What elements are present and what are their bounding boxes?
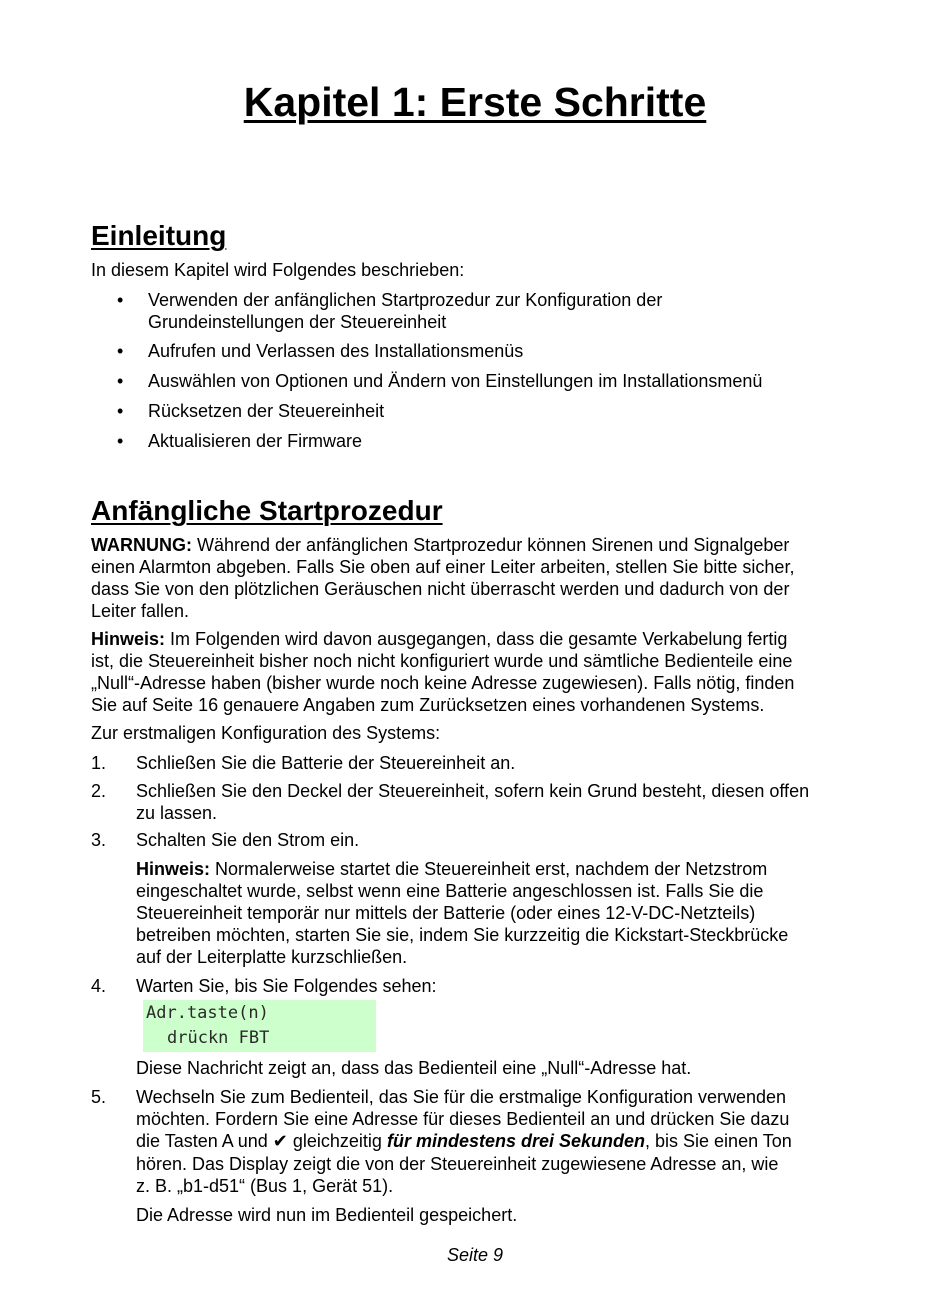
note-line-2: ist, die Steuereinheit bisher noch nicht konfiguriert wurde und sämtliche Bedienteile eine	[91, 651, 793, 671]
step-5-line-3	[136, 1130, 861, 1153]
step-3-text: Schalten Sie den Strom ein.	[136, 830, 360, 850]
step-4-text: Warten Sie, bis Sie Folgendes sehen:	[136, 976, 437, 996]
note-label: Hinweis:	[91, 629, 166, 649]
page-number: Seite 9	[446, 1245, 504, 1265]
step-5-line-2: möchten. Fordern Sie eine Adresse für dieses Bedienteil an und drücken Sie dazu	[136, 1109, 790, 1129]
step-5-number: 5.	[91, 1087, 107, 1107]
warning-line-1: Während der anfänglichen Startprozedur können Sirenen und Signalgeber	[192, 535, 790, 555]
step-3-note-line-5: auf der Leiterplatte kurzschließen.	[136, 947, 408, 967]
chapter-title: Kapitel 1: Erste Schritte	[243, 79, 707, 125]
step-5-line-5: z. B. „b1-d51“ (Bus 1, Gerät 51).	[136, 1176, 394, 1196]
step-5-emphasis: für mindestens drei Sekunden	[386, 1131, 646, 1151]
note-paragraph	[91, 628, 866, 716]
step-5-line-4: hören. Das Display zeigt die von der Steuereinheit zugewiesene Adresse an, wie	[136, 1154, 779, 1174]
step-5-line-3-part-a: die Tasten A und	[136, 1131, 273, 1151]
step-5-line-1: Wechseln Sie zum Bedienteil, das Sie für die erstmalige Konfiguration verwenden	[136, 1087, 787, 1107]
intro-heading: Einleitung	[91, 220, 227, 251]
step-5-line-3-part-b: gleichzeitig	[287, 1131, 387, 1151]
step-5-line-3-part-c: , bis Sie einen Ton	[645, 1131, 792, 1151]
lcd-display	[143, 1000, 376, 1052]
steps-intro: Zur erstmaligen Konfiguration des Systems:	[91, 723, 441, 743]
step-3-note-line-1: Normalerweise startet die Steuereinheit erst, nachdem der Netzstrom	[210, 859, 768, 879]
step-2-line-2: zu lassen.	[136, 803, 218, 823]
step-2-text	[136, 780, 861, 824]
bullet-item-1-line-1: Verwenden der anfänglichen Startprozedur zur Konfiguration der	[148, 290, 663, 310]
bullet-item-1-line-2: Grundeinstellungen der Steuereinheit	[148, 312, 447, 332]
step-2-line-1: Schließen Sie den Deckel der Steuereinheit, sofern kein Grund besteht, diesen offen	[136, 781, 810, 801]
bullet-marker: •	[117, 341, 124, 361]
bullet-item-2: Aufrufen und Verlassen des Installationsmenüs	[148, 341, 524, 361]
step-2-number: 2.	[91, 781, 107, 801]
step-1-number: 1.	[91, 753, 107, 773]
warning-line-4: Leiter fallen.	[91, 601, 190, 621]
lcd-line-1: Adr.taste(n)	[146, 1003, 269, 1023]
warning-label: WARNUNG:	[91, 535, 192, 555]
step-3-number: 3.	[91, 830, 107, 850]
note-line-4: Sie auf Seite 16 genauere Angaben zum Zurücksetzen eines vorhandenen Systems.	[91, 695, 765, 715]
step-4-after: Diese Nachricht zeigt an, dass das Bedienteil eine „Null“-Adresse hat.	[136, 1058, 692, 1078]
bullet-marker: •	[117, 290, 124, 310]
bullet-item-3: Auswählen von Optionen und Ändern von Einstellungen im Installationsmenü	[148, 371, 763, 391]
bullet-marker: •	[117, 401, 124, 421]
step-1-text: Schließen Sie die Batterie der Steuereinheit an.	[136, 753, 516, 773]
step-3-note-label: Hinweis:	[136, 859, 211, 879]
bullet-item-4: Rücksetzen der Steuereinheit	[148, 401, 385, 421]
bullet-item-5: Aktualisieren der Firmware	[148, 431, 363, 451]
intro-lead: In diesem Kapitel wird Folgendes beschrieben:	[91, 260, 465, 280]
note-line-3: „Null“-Adresse haben (bisher wurde noch keine Adresse zugewiesen). Falls nötig, finden	[91, 673, 795, 693]
step-5-text	[136, 1086, 861, 1197]
warning-line-2: einen Alarmton abgeben. Falls Sie oben auf einer Leiter arbeiten, stellen Sie bitte sicher,	[91, 557, 795, 577]
warning-line-3: dass Sie von den plötzlichen Geräuschen nicht überrascht werden und dadurch von der	[91, 579, 790, 599]
warning-paragraph	[91, 534, 866, 622]
step-4-number: 4.	[91, 976, 107, 996]
step-3-note-line-2: eingeschaltet wurde, selbst wenn eine Batterie angeschlossen ist. Falls Sie die	[136, 881, 764, 901]
startup-heading: Anfängliche Startprozedur	[91, 495, 443, 526]
bullet-item-1	[148, 289, 848, 333]
step-5-after: Die Adresse wird nun im Bedienteil gespeichert.	[136, 1205, 518, 1225]
check-icon: ✔	[272, 1131, 288, 1152]
step-3-note-line-3: Steuereinheit temporär nur mittels der Batterie (oder eines 12-V-DC-Netzteils)	[136, 903, 756, 923]
lcd-line-2: drückn FBT	[167, 1028, 270, 1048]
bullet-marker: •	[117, 371, 124, 391]
bullet-marker: •	[117, 431, 124, 451]
step-3-note-line-4: betreiben möchten, starten Sie sie, indem Sie kurzzeitig die Kickstart-Steckbrücke	[136, 925, 789, 945]
note-line-1: Im Folgenden wird davon ausgegangen, dass die gesamte Verkabelung fertig	[165, 629, 788, 649]
step-3-note	[136, 858, 861, 968]
